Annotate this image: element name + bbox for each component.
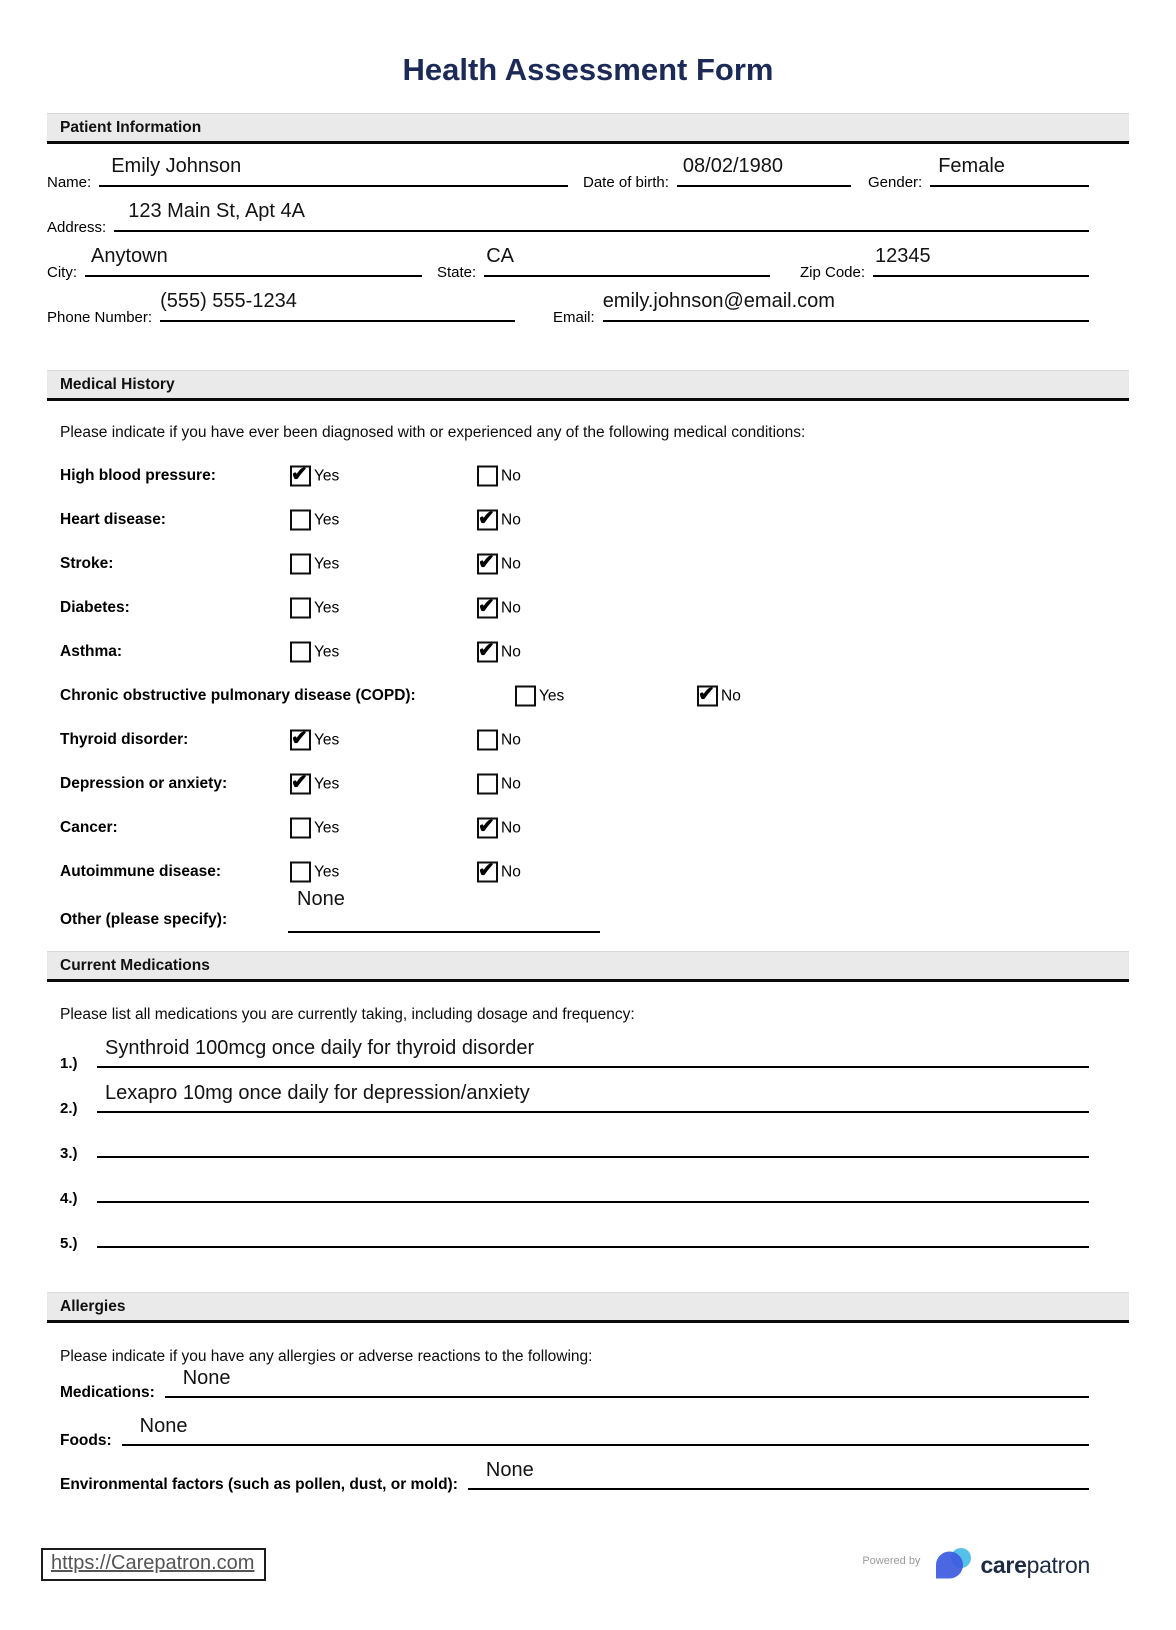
powered-by-branding (862, 1546, 1090, 1584)
address-field-group (47, 195, 1089, 236)
section-header-allergies: Allergies (47, 1292, 1129, 1323)
no-checkbox[interactable] (477, 774, 498, 795)
condition-row (47, 454, 1129, 498)
gender-label: Gender: (868, 174, 923, 191)
address-label: Address: (47, 219, 107, 236)
no-label: No (501, 731, 521, 748)
condition-label: Autoimmune disease: (60, 863, 222, 880)
yes-option-group (290, 774, 339, 795)
allergy-label: Medications: (60, 1384, 155, 1401)
medication-input[interactable] (97, 1038, 1089, 1068)
medication-number: 3.) (60, 1145, 78, 1162)
condition-row (47, 586, 1129, 630)
city-field-group (47, 240, 422, 281)
yes-checkbox[interactable] (290, 862, 311, 883)
section-header-patient-information: Patient Information (47, 113, 1129, 144)
medication-row (60, 1165, 1089, 1207)
no-checkbox[interactable] (477, 466, 498, 487)
email-label: Email: (553, 309, 595, 326)
no-option-group (477, 598, 521, 619)
gender-value: Female (938, 155, 1005, 177)
name-input[interactable] (99, 156, 568, 187)
wordmark-care: care (980, 1551, 1027, 1578)
yes-option-group (515, 686, 564, 707)
address-input[interactable] (114, 201, 1089, 232)
state-input[interactable] (484, 246, 770, 277)
condition-label: Heart disease: (60, 511, 166, 528)
state-label: State: (437, 264, 477, 281)
condition-row (47, 806, 1129, 850)
yes-checkbox[interactable] (290, 642, 311, 663)
condition-row (47, 674, 1129, 718)
medication-number: 4.) (60, 1190, 78, 1207)
condition-label: Chronic obstructive pulmonary disease (COPD): (60, 687, 416, 704)
medication-number: 1.) (60, 1055, 78, 1072)
allergy-row (60, 1450, 1089, 1493)
state-value: CA (486, 245, 514, 267)
yes-checkbox[interactable] (290, 818, 311, 839)
no-option-group (477, 818, 521, 839)
yes-option-group (290, 642, 339, 663)
email-input[interactable] (603, 291, 1089, 322)
allergies-instruction: Please indicate if you have any allergies or adverse reactions to the following: (60, 1348, 593, 1365)
city-value: Anytown (91, 245, 168, 267)
no-checkbox[interactable] (477, 598, 498, 619)
state-field-group (437, 240, 770, 281)
city-label: City: (47, 264, 77, 281)
powered-by-label: Powered by (862, 1555, 921, 1567)
dob-label: Date of birth: (583, 174, 669, 191)
yes-label: Yes (314, 643, 340, 660)
condition-row (47, 762, 1129, 806)
medication-row (60, 1075, 1089, 1117)
page-title: Health Assessment Form (402, 52, 774, 87)
section-header-medical-history: Medical History (47, 370, 1129, 401)
yes-label: Yes (314, 863, 340, 880)
no-checkbox[interactable] (477, 642, 498, 663)
allergy-row (60, 1358, 1089, 1401)
yes-checkbox[interactable] (290, 774, 311, 795)
carepatron-link[interactable]: https://Carepatron.com (41, 1548, 266, 1581)
yes-label: Yes (314, 819, 340, 836)
yes-option-group (290, 466, 339, 487)
name-label: Name: (47, 174, 92, 191)
no-checkbox[interactable] (477, 510, 498, 531)
medication-value (97, 1148, 105, 1156)
no-option-group (477, 774, 521, 795)
medication-input[interactable] (97, 1083, 1089, 1113)
yes-option-group (290, 818, 339, 839)
medication-number: 2.) (60, 1100, 78, 1117)
other-condition-label: Other (please specify): (60, 911, 228, 928)
no-label: No (501, 467, 521, 484)
yes-option-group (290, 510, 339, 531)
no-label: No (501, 775, 521, 792)
allergy-input[interactable] (468, 1460, 1089, 1490)
condition-label: Stroke: (60, 555, 114, 572)
yes-option-group (290, 598, 339, 619)
no-option-group (477, 730, 521, 751)
allergy-label: Foods: (60, 1432, 112, 1449)
carepatron-wordmark (980, 1552, 1090, 1579)
name-field-group (47, 150, 568, 191)
no-label: No (501, 599, 521, 616)
yes-option-group (290, 554, 339, 575)
dob-field-group (583, 150, 851, 191)
no-checkbox[interactable] (477, 862, 498, 883)
zip-label: Zip Code: (800, 264, 866, 281)
yes-label: Yes (314, 599, 340, 616)
medication-input[interactable] (97, 1148, 1089, 1158)
condition-row (47, 542, 1129, 586)
no-option-group (477, 510, 521, 531)
phone-value: (555) 555-1234 (160, 290, 297, 312)
city-input[interactable] (85, 246, 422, 277)
medications-instruction: Please list all medications you are currently taking, including dosage and frequency: (60, 1006, 635, 1023)
yes-label: Yes (539, 687, 565, 704)
phone-field-group (47, 285, 515, 326)
no-option-group (477, 466, 521, 487)
medication-input[interactable] (97, 1193, 1089, 1203)
zip-input[interactable] (873, 246, 1089, 277)
yes-option-group (290, 862, 339, 883)
dob-value: 08/02/1980 (682, 155, 783, 177)
yes-checkbox[interactable] (290, 510, 311, 531)
section-header-current-medications: Current Medications (47, 951, 1129, 982)
zip-value: 12345 (875, 245, 931, 267)
condition-row (47, 630, 1129, 674)
condition-label: Diabetes: (60, 599, 130, 616)
yes-checkbox[interactable] (290, 598, 311, 619)
other-condition-input[interactable] (288, 931, 600, 933)
no-option-group (477, 642, 521, 663)
dob-input[interactable] (677, 156, 851, 187)
allergy-input[interactable] (122, 1416, 1089, 1446)
carepatron-logo-icon (932, 1546, 974, 1584)
condition-row (47, 718, 1129, 762)
patient-row-4 (47, 285, 1089, 326)
medication-value: Lexapro 10mg once daily for depression/anxiety (105, 1082, 530, 1104)
address-value: 123 Main St, Apt 4A (128, 200, 305, 222)
yes-checkbox[interactable] (515, 686, 536, 707)
allergy-row (60, 1406, 1089, 1449)
no-label: No (501, 643, 521, 660)
name-value: Emily Johnson (111, 155, 242, 177)
no-checkbox[interactable] (697, 686, 718, 707)
patient-row-1 (47, 150, 1089, 191)
gender-field-group (868, 150, 1089, 191)
yes-label: Yes (314, 467, 340, 484)
medication-value (97, 1193, 105, 1201)
condition-label: Cancer: (60, 819, 118, 836)
other-condition-value: None (297, 888, 345, 910)
condition-label: Thyroid disorder: (60, 731, 189, 748)
no-checkbox[interactable] (477, 554, 498, 575)
medication-value: Synthroid 100mcg once daily for thyroid disorder (105, 1037, 535, 1059)
no-label: No (501, 511, 521, 528)
medical-history-instruction: Please indicate if you have ever been diagnosed with or experienced any of the following medical conditions: (60, 424, 806, 441)
medication-number: 5.) (60, 1235, 78, 1252)
allergy-input[interactable] (165, 1368, 1089, 1398)
no-label: No (501, 819, 521, 836)
medication-row (60, 1030, 1089, 1072)
condition-label: Asthma: (60, 643, 123, 660)
allergy-value: None (182, 1367, 231, 1389)
yes-label: Yes (314, 731, 340, 748)
yes-option-group (290, 730, 339, 751)
yes-checkbox[interactable] (290, 466, 311, 487)
phone-input[interactable] (160, 291, 515, 322)
yes-label: Yes (314, 775, 340, 792)
condition-label: High blood pressure: (60, 467, 216, 484)
gender-input[interactable] (930, 156, 1089, 187)
no-label: No (501, 863, 521, 880)
medication-input[interactable] (97, 1238, 1089, 1248)
medication-row (60, 1210, 1089, 1252)
phone-label: Phone Number: (47, 309, 153, 326)
no-label: No (721, 687, 741, 704)
yes-checkbox[interactable] (290, 730, 311, 751)
no-option-group (697, 686, 741, 707)
condition-row (47, 850, 1129, 894)
no-checkbox[interactable] (477, 730, 498, 751)
no-option-group (477, 862, 521, 883)
yes-label: Yes (314, 511, 340, 528)
medication-row (60, 1120, 1089, 1162)
zip-field-group (800, 240, 1089, 281)
no-checkbox[interactable] (477, 818, 498, 839)
condition-label: Depression or anxiety: (60, 775, 228, 792)
patient-row-3 (47, 240, 1089, 281)
other-condition-row (47, 888, 1129, 933)
yes-checkbox[interactable] (290, 554, 311, 575)
allergy-value: None (485, 1459, 534, 1481)
medication-value (97, 1238, 105, 1246)
email-field-group (553, 285, 1089, 326)
conditions-list (47, 454, 1129, 894)
patient-row-2 (47, 195, 1089, 236)
allergy-label: Environmental factors (such as pollen, dust, or mold): (60, 1476, 458, 1493)
email-value: emily.johnson@email.com (602, 290, 835, 312)
no-option-group (477, 554, 521, 575)
allergy-value: None (139, 1415, 188, 1437)
wordmark-patron: patron (1026, 1551, 1090, 1578)
condition-row (47, 498, 1129, 542)
yes-label: Yes (314, 555, 340, 572)
no-label: No (501, 555, 521, 572)
